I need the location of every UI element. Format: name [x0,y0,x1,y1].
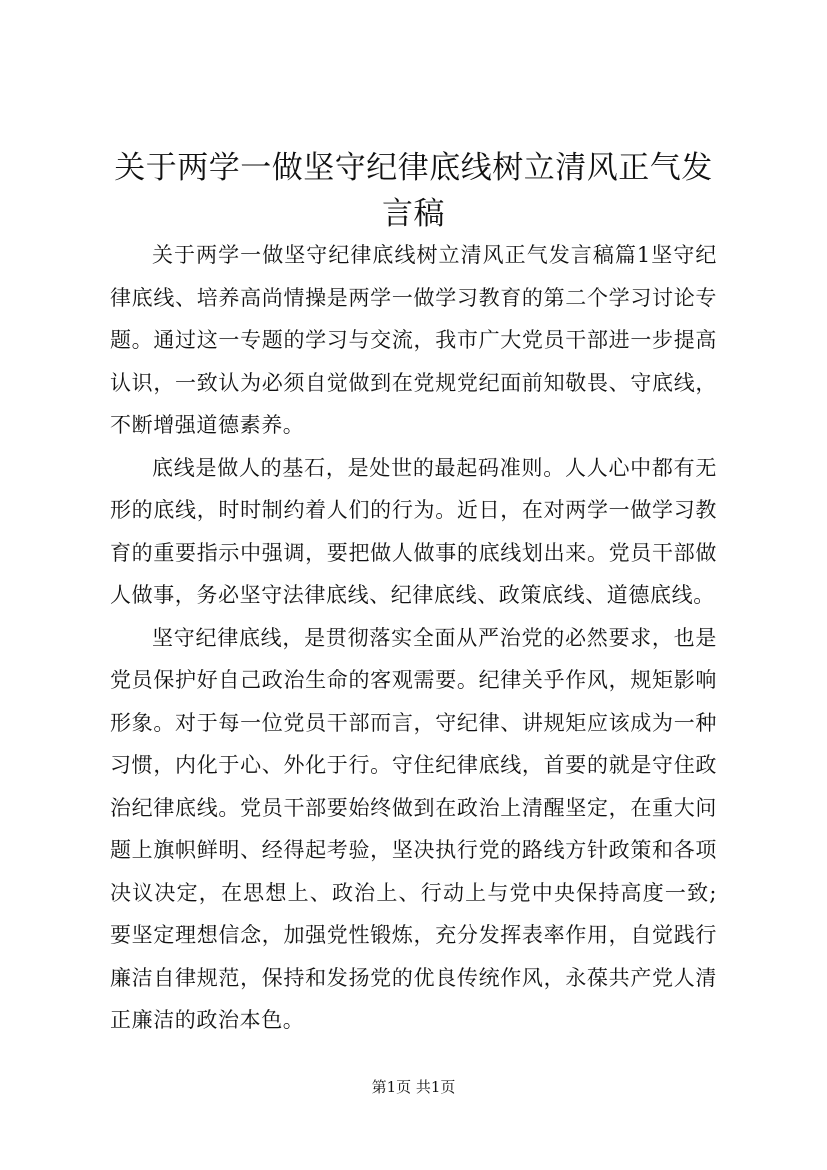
paragraph-2: 底线是做人的基石，是处世的最起码准则。人人心中都有无形的底线，时时制约着人们的行为。近日，在对两学一做学习教育的重要指示中强调，要把做人做事的底线划出来。党员干部做人做事，务必坚守法律底线、纪律底线、政策底线、道德底线。 [110,455,717,607]
paragraph-3: 坚守纪律底线，是贯彻落实全面从严治党的必然要求，也是党员保护好自己政治生命的客观需要。纪律关乎作风，规矩影响形象。对于每一位党员干部而言，守纪律、讲规矩应该成为一种习惯，内化于心、外化于行。守住纪律底线，首要的就是守住政治纪律底线。党员干部要始终做到在政治上清醒坚定，在重大问题上旗帜鲜明、经得起考验，坚决执行党的路线方针政策和各项决议决定，在思想上、政治上、行动上与党中央保持高度一致;要坚定理想信念，加强党性锻炼，充分发挥表率作用，自觉践行廉洁自律规范，保持和发扬党的优良传统作风，永葆共产党人清正廉洁的政治本色。 [110,625,717,1032]
page-footer: 第1页 共1页 [371,1078,456,1096]
document-title: 关于两学一做坚守纪律底线树立清风正气发言稿 [114,150,713,232]
paragraph-1: 关于两学一做坚守纪律底线树立清风正气发言稿篇1坚守纪律底线、培养高尚情操是两学一做学习教育的第二个学习讨论专题。通过这一专题的学习与交流，我市广大党员干部进一步提高认识，一致认为必须自觉做到在党规党纪面前知敬畏、守底线，不断增强道德素养。 [110,243,717,437]
document-body [110,234,717,1042]
